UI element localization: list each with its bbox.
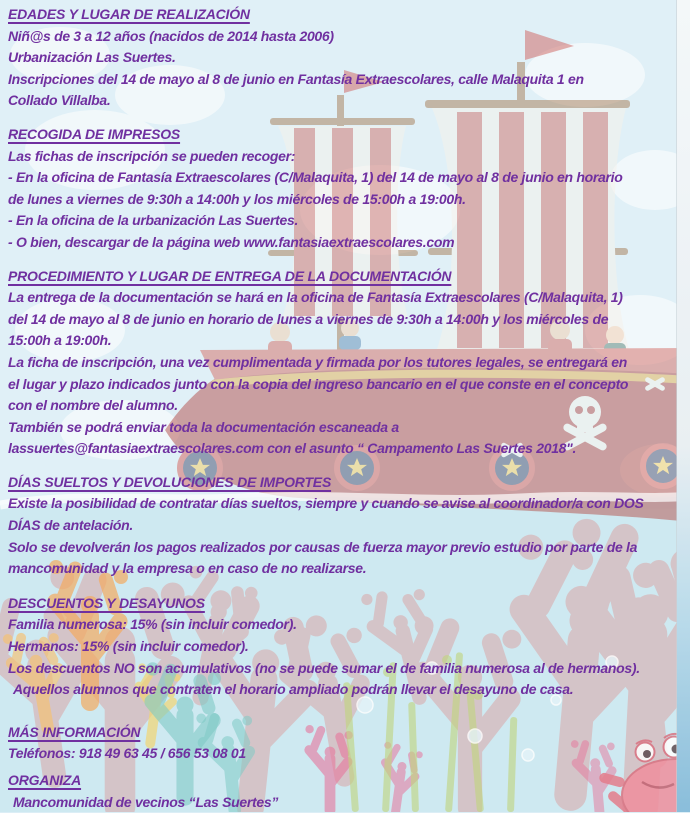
heading-procedimiento: PROCEDIMIENTO Y LUGAR DE ENTREGA DE LA DOCUMENTACIÓN xyxy=(8,266,686,288)
heading-edades: EDADES Y LUGAR DE REALIZACIÓN xyxy=(8,4,686,26)
text-line: del 14 de mayo al 8 de junio en horario de lunes a viernes de 9:30h a 14:00h y los miércoles de xyxy=(8,309,686,331)
section-recogida xyxy=(8,124,686,254)
text-line: Las fichas de inscripción se pueden recoger: xyxy=(8,146,686,168)
text-line: - En la oficina de Fantasía Extraescolares (C/Malaquita, 1) del 14 de mayo al 8 de junio en horario xyxy=(8,167,686,189)
text-line: Existe la posibilidad de contratar días sueltos, siempre y cuando se avise al coordinador/a con DOS xyxy=(8,493,686,515)
text-line: Mancomunidad de vecinos “Las Suertes” xyxy=(8,792,686,813)
section-procedimiento xyxy=(8,266,686,460)
text-line: de lunes a viernes de 9:30h a 14:00h y los miércoles de 15:00h a 19:00h. xyxy=(8,189,686,211)
heading-dias-sueltos: DÍAS SUELTOS Y DEVOLUCIONES DE IMPORTES xyxy=(8,472,686,494)
flyer-text xyxy=(8,4,686,813)
text-line: Collado Villalba. xyxy=(8,90,686,112)
section-organiza xyxy=(8,770,686,813)
text-line: - En la oficina de la urbanización Las Suertes. xyxy=(8,210,686,232)
text-line: DÍAS de antelación. xyxy=(8,515,686,537)
heading-organiza: ORGANIZA xyxy=(8,770,686,792)
text-line: La entrega de la documentación se hará en la oficina de Fantasía Extraescolares (C/Malaquita, 1) xyxy=(8,287,686,309)
text-line: con el nombre del alumno. xyxy=(8,395,686,417)
text-line: Familia numerosa: 15% (sin incluir comedor). xyxy=(8,614,686,636)
heading-recogida: RECOGIDA DE IMPRESOS xyxy=(8,124,686,146)
heading-mas-informacion: MÁS INFORMACIÓN xyxy=(8,722,686,744)
text-line: Hermanos: 15% (sin incluir comedor). xyxy=(8,636,686,658)
section-descuentos xyxy=(8,593,686,701)
phone-numbers: Teléfonos: 918 49 63 45 / 656 53 08 01 xyxy=(8,743,686,765)
text-line: La ficha de inscripción, una vez cumplimentada y firmada por los tutores legales, se entregará en xyxy=(8,352,686,374)
text-line: Los descuentos NO son acumulativos (no se puede sumar el de familia numerosa al de hermanos). xyxy=(8,658,686,680)
text-line: mancomunidad y la empresa o en caso de no realizarse. xyxy=(8,558,686,580)
section-edades xyxy=(8,4,686,112)
text-line website-line: - O bien, descargar de la página web www.fantasiaextraescolares.com xyxy=(8,232,686,254)
text-line: Aquellos alumnos que contraten el horario ampliado podrán llevar el desayuno de casa. xyxy=(8,679,686,701)
text-line email-line: lassuertes@fantasiaextraescolares.com con el asunto “ Campamento Las Suertes 2018". xyxy=(8,438,686,460)
text-line: Urbanización Las Suertes. xyxy=(8,47,686,69)
text-line: 15:00h a 19:00h. xyxy=(8,330,686,352)
text-line: También se podrá enviar toda la documentación escaneada a xyxy=(8,417,686,439)
heading-descuentos: DESCUENTOS Y DESAYUNOS xyxy=(8,593,686,615)
text-line: Solo se devolverán los pagos realizados por causas de fuerza mayor previo estudio por parte de la xyxy=(8,537,686,559)
text-line: el lugar y plazo indicados junto con la copia del ingreso bancario en el que conste en el concepto xyxy=(8,374,686,396)
section-mas-informacion xyxy=(8,722,686,765)
text-line: Niñ@s de 3 a 12 años (nacidos de 2014 hasta 2006) xyxy=(8,26,686,48)
section-dias-sueltos xyxy=(8,472,686,580)
text-line: Inscripciones del 14 de mayo al 8 de junio en Fantasía Extraescolares, calle Malaquita 1 en xyxy=(8,69,686,91)
